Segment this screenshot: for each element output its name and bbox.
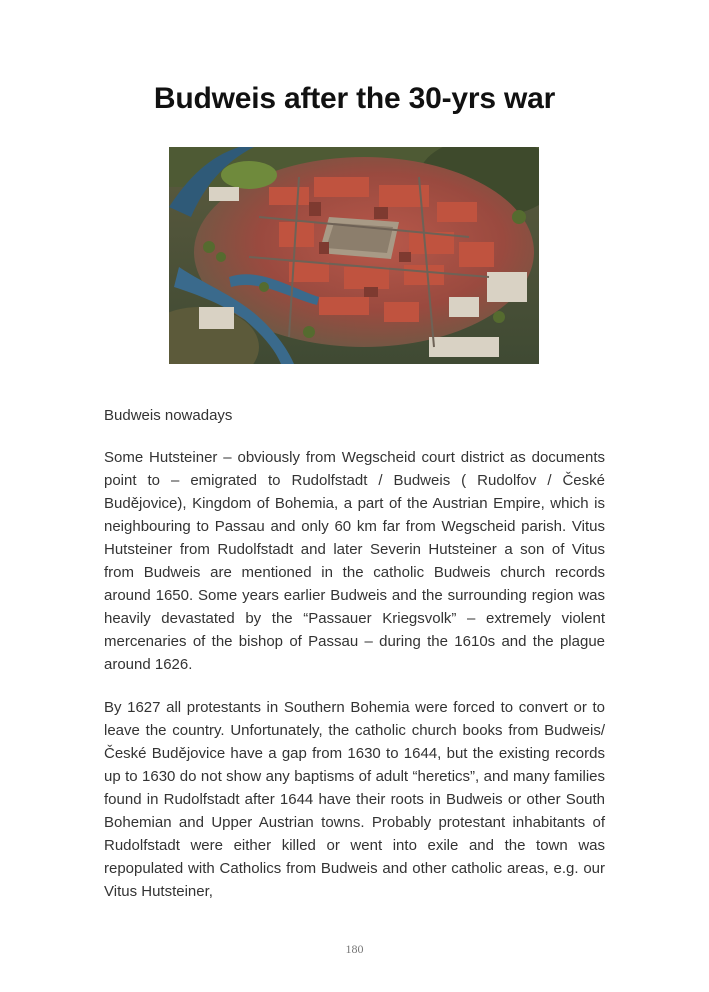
paragraph: By 1627 all protestants in Southern Bohemia were forced to convert or to leave the country. Unfortunately, the catholic church books from Budweis/České Budějovice have a gap from 1630 to 1644, but the existing records up to 1630 do not show any baptisms of adult “heretics”, and many families found in Rudolfstadt after 1644 have their roots in Budweis or other South Bohemian and Upper Austrian towns. Probably protestant inhabitants of Rudolfstadt were either killed or went into exile and the town was repopulated with Catholics from Budweis and other catholic areas, e.g. our Vitus Hutsteiner, (104, 699, 605, 900)
page-number: 180 (345, 942, 364, 956)
page-title: Budweis after the 30-yrs war (153, 82, 556, 115)
aerial-city-photo-icon (169, 147, 539, 364)
paragraph: Some Hutsteiner – obviously from Wegscheid court district as documents point to – emigrated to Rudolfstadt / Budweis ( Rudolfov / České Budějovice), Kingdom of Bohemia, a part of the Austrian Empire, which is neighbouring to Passau and only 60 km far from Wegscheid parish. Vitus Hutsteiner from Rudolfstadt and later Severin Hutsteiner a son of Vitus from Budweis are mentioned in the catholic Budweis church records around 1650. Some years earlier Budweis and the surrounding region was heavily devastated by the “Passauer Kriegsvolk” – extremely violent mercenaries of the bishop of Passau – during the 1610s and the plague around 1626. (104, 449, 605, 673)
city-aerial-photo (169, 147, 539, 364)
image-caption: Budweis nowadays (104, 407, 233, 424)
